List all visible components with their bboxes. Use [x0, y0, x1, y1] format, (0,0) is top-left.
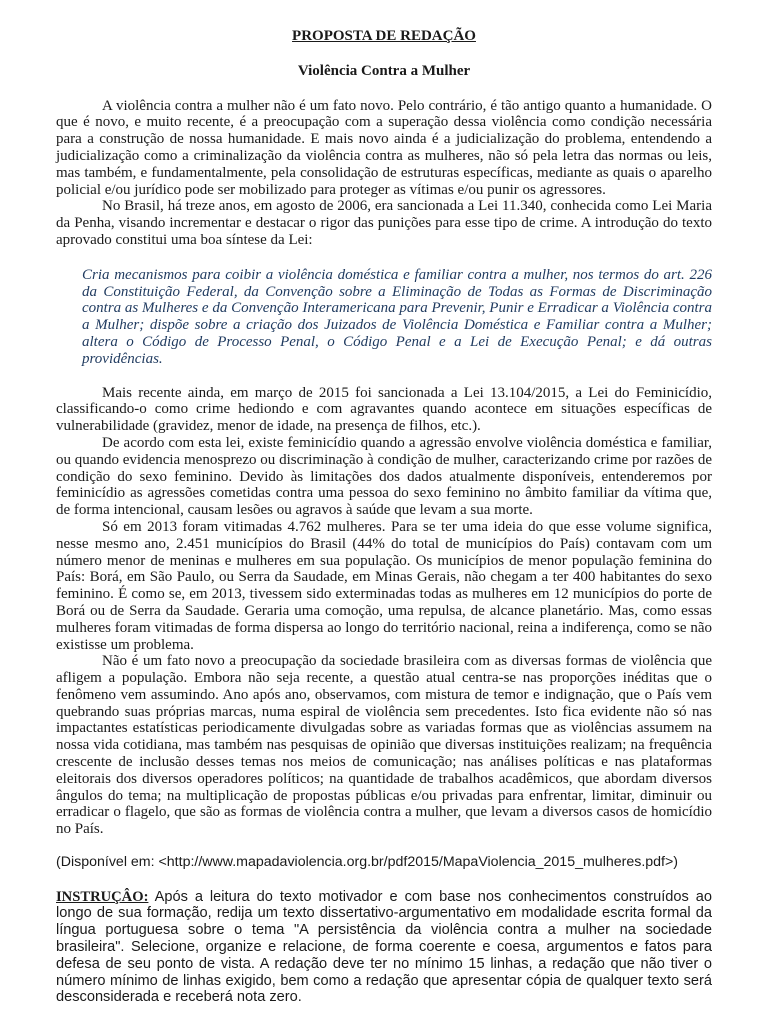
- source-prefix: (Disponível em: <: [56, 854, 167, 871]
- instruction-text: Após a leitura do texto motivador e com base nos conhecimentos construídos ao longo de sua formação, redija um texto dissertativo-argumentativo em modalidade escrita formal da língua portuguesa sobre o tema "A persistência da violência contra a mulher na sociedade brasileira". Selecione, organize e relacione, de forma coerente e coesa, argumentos e fatos para defesa de seu ponto de vista. A redação deve ter no mínimo 15 linhas, a redação que não tiver o número mínimo de linhas exigido, bem como a redação que apresentar cópia de qualquer texto será desconsiderada e receberá nota zero.: [56, 888, 712, 1006]
- source-citation: [56, 854, 712, 871]
- document-body: [56, 98, 712, 838]
- instruction-block: [56, 889, 712, 1007]
- page-subtitle: Violência Contra a Mulher: [297, 62, 471, 79]
- paragraph: No Brasil, há treze anos, em agosto de 2006, era sancionada a Lei 11.340, conhecida como Lei Maria da Penha, visando incrementar e destacar o rigor das punições para esse tipo de crime. A introdução do texto aprovado constitui uma boa síntese da Lei:: [56, 198, 712, 248]
- paragraph: Não é um fato novo a preocupação da sociedade brasileira com as diversas formas de violência que afligem a população. Embora não seja recente, a questão atual centra-se nas proporções inéditas que o fenômeno vem assumindo. Ano após ano, observamos, com mistura de temor e indignação, que o País vem quebrando suas próprias marcas, numa espiral de violência sem precedentes. Isto fica evidente não só nas impactantes estatísticas periodicamente divulgadas sobre as variadas formas que as violências assumem na nossa vida cotidiana, mas também nas pesquisas de opinião que diversas instituições realizam; na frequência crescente de inclusão desses temas nos meios de comunicação; nas análises políticas e nas plataformas eleitorais dos diversos operadores políticos; na quantidade de trabalhos acadêmicos, que abordam diversos ângulos do tema; na multiplicação de propostas públicas e/ou privadas para enfrentar, limitar, diminuir ou erradicar o flagelo, que são as formas de violência contra a mulher, que levam a diversos casos de homicídio no País.: [56, 653, 712, 838]
- law-quote: Cria mecanismos para coibir a violência doméstica e familiar contra a mulher, nos termos do art. 226 da Constituição Federal, da Convenção sobre a Eliminação de Todas as Formas de Discriminação contra as Mulheres e da Convenção Interamericana para Prevenir, Punir e Erradicar a Violência contra a Mulher; dispõe sobre a criação dos Juizados de Violência Doméstica e Familiar contra a Mulher; altera o Código de Processo Penal, o Código Penal e a Lei de Execução Penal; e dá outras providências.: [82, 266, 712, 367]
- instruction-label: INSTRUÇÂO:: [56, 888, 149, 905]
- paragraph: De acordo com esta lei, existe feminicídio quando a agressão envolve violência doméstica e familiar, ou quando evidencia menosprezo ou discriminação à condição de mulher, caracterizando crime por razões de condição do sexo feminino. Devido às limitações dos dados atualmente disponíveis, entenderemos por feminicídio as agressões cometidas contra uma pessoa do sexo feminino no âmbito familiar da vítima que, de forma intencional, causam lesões ou agravos à saúde que levam a sua morte.: [56, 434, 712, 519]
- paragraph: A violência contra a mulher não é um fato novo. Pelo contrário, é tão antigo quanto a humanidade. O que é novo, e muito recente, é a preocupação com a superação dessa violência como condição necessária para a construção de nossa humanidade. E mais novo ainda é a judicialização do problema, entendendo a judicialização como a criminalização da violência contra as mulheres, não só pela letra das normas ou leis, mas também, e fundamentalmente, pela consolidação de estruturas específicas, mediante as quais o aparelho policial e/ou jurídico pode ser mobilizado para proteger as vítimas e/ou punir os agressores.: [56, 97, 712, 198]
- source-suffix: >): [665, 854, 679, 871]
- source-link[interactable]: http://www.mapadaviolencia.org.br/pdf2015/MapaViolencia_2015_mulheres.pdf: [166, 854, 665, 871]
- page-title: PROPOSTA DE REDAÇÃO: [292, 28, 476, 44]
- paragraph: Só em 2013 foram vitimadas 4.762 mulheres. Para se ter uma ideia do que esse volume significa, nesse mesmo ano, 2.451 municípios do Brasil (44% do total de municípios do País) contavam com um número menor de meninas e mulheres em sua população. Os municípios de menor população feminina do País: Borá, em São Paulo, ou Serra da Saudade, em Minas Gerais, não chegam a ter 400 habitantes do sexo feminino. É como se, em 2013, tivessem sido exterminadas todas as mulheres em 12 municípios do porte de Borá ou de Serra da Saudade. Geraria uma comoção, uma repulsa, de alcance planetário. Mas, como essas mulheres foram vitimadas de forma dispersa ao longo do território nacional, reina a indiferença, como se não existisse um problema.: [56, 518, 712, 653]
- paragraph: Mais recente ainda, em março de 2015 foi sancionada a Lei 13.104/2015, a Lei do Feminicídio, classificando-o como crime hediondo e com agravantes quando acontece em situações específicas de vulnerabilidade (gravidez, menor de idade, na presença de filhos, etc.).: [56, 384, 712, 435]
